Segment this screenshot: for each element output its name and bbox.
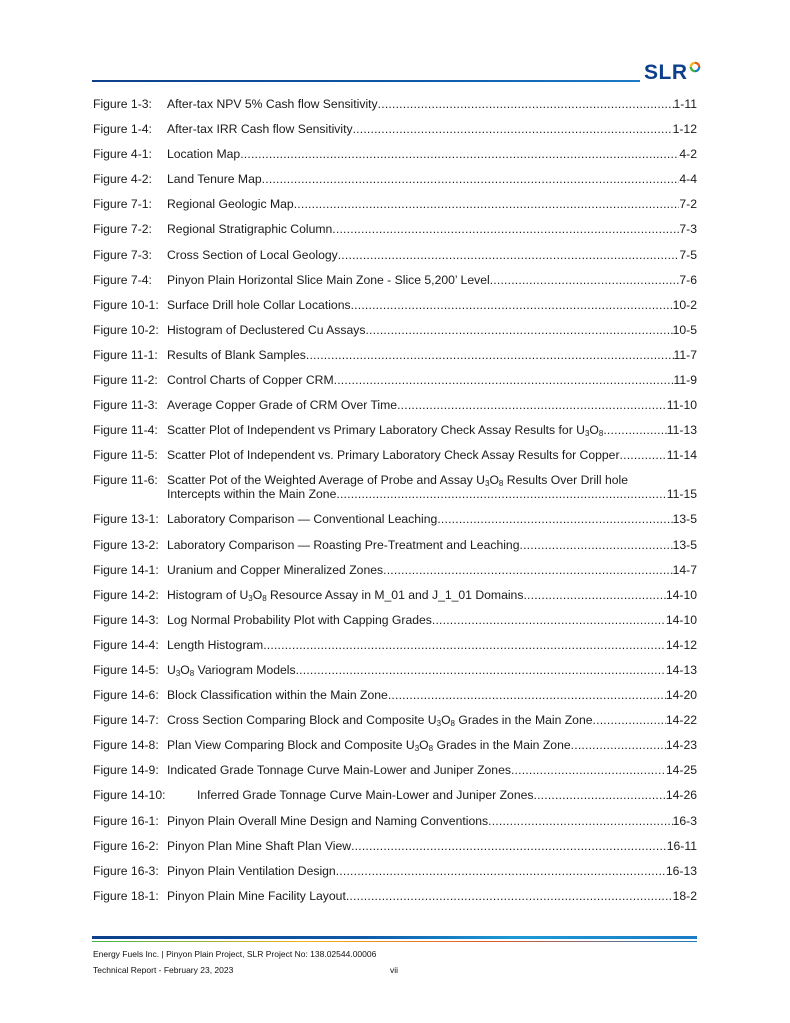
footer-project-line: Energy Fuels Inc. | Pinyon Plain Project, SLR Project No: 138.02544.00006 (93, 949, 377, 959)
page-reference: 4-2 (679, 147, 697, 162)
toc-entry[interactable] (93, 293, 697, 318)
toc-entry[interactable] (93, 393, 697, 418)
page-reference: 11-14 (666, 448, 697, 463)
page-reference: 7-5 (679, 247, 697, 262)
figure-title: Regional Stratigraphic Column (167, 222, 333, 237)
dot-leader (294, 192, 680, 217)
page-reference: 11-15 (666, 487, 697, 502)
figure-number: Figure 14-8: (93, 738, 159, 753)
toc-entry[interactable] (93, 468, 697, 507)
toc-entry[interactable] (93, 142, 697, 167)
page-reference: 14-12 (665, 637, 697, 652)
figure-title: Histogram of Declustered Cu Assays (167, 322, 366, 337)
figure-title: $U_3O_8$ Variogram Models (167, 662, 296, 678)
figure-title: Histogram of $U_3O_8$ Resource Assay in M_01 and J_1_01 Domains (167, 587, 524, 603)
page-reference: 14-7 (672, 562, 697, 577)
page-reference: 14-13 (665, 662, 697, 677)
toc-entry[interactable] (93, 368, 697, 393)
page-reference: 14-23 (665, 738, 697, 753)
toc-entry[interactable] (93, 507, 697, 532)
page-reference: 1-12 (672, 122, 697, 137)
page-reference: 14-22 (665, 713, 697, 728)
page-reference: 1-11 (673, 97, 697, 111)
toc-entry[interactable] (93, 884, 697, 909)
toc-entry[interactable] (93, 117, 697, 142)
dot-leader (523, 583, 665, 608)
dot-leader (593, 708, 666, 733)
figure-title: Block Classification within the Main Zone (167, 688, 388, 703)
figure-number: Figure 13-1: (93, 512, 159, 527)
page-reference: 13-5 (672, 537, 697, 552)
page-reference: 16-11 (666, 838, 697, 853)
page-reference: 4-4 (679, 172, 697, 187)
figure-title: Length Histogram (167, 637, 264, 652)
figure-title: Pinyon Plain Overall Mine Design and Naming Conventions (167, 813, 489, 828)
toc-entry[interactable] (93, 192, 697, 217)
dot-leader (388, 683, 666, 708)
page-reference: 7-2 (679, 197, 697, 212)
figure-number: Figure 16-3: (93, 863, 159, 878)
dot-leader (365, 318, 672, 343)
figure-title: Pinyon Plan Mine Shaft Plan View (167, 838, 352, 853)
figure-number: Figure 11-4: (93, 423, 158, 438)
figure-number: Figure 10-2: (93, 322, 159, 337)
toc-entry[interactable] (93, 243, 697, 268)
figure-number: Figure 14-10: (93, 788, 166, 803)
toc-entry[interactable] (93, 418, 697, 443)
page-reference: 14-20 (665, 688, 697, 703)
header-rule (92, 80, 640, 82)
footer-report-line (93, 965, 399, 975)
dot-leader (336, 482, 666, 507)
page-reference: 11-9 (673, 373, 697, 388)
dot-leader (296, 658, 666, 683)
toc-entry[interactable] (93, 443, 697, 468)
figure-title: Location Map (167, 147, 241, 162)
figure-title: Log Normal Probability Plot with Capping Grades (167, 612, 432, 627)
toc-entry[interactable] (93, 533, 697, 558)
figure-title: Uranium and Copper Mineralized Zones (167, 562, 384, 577)
figure-number: Figure 4-1: (93, 147, 152, 162)
figure-title: Inferred Grade Tonnage Curve Main-Lower and Juniper Zones (197, 788, 534, 803)
figure-number: Figure 14-7: (93, 713, 159, 728)
dot-leader (334, 368, 674, 393)
figure-number: Figure 7-3: (93, 247, 152, 262)
figure-number: Figure 14-6: (93, 688, 159, 703)
figure-number: Figure 11-2: (93, 373, 158, 388)
toc-entry[interactable] (93, 758, 697, 783)
footer-rule (92, 936, 697, 939)
dot-leader (351, 293, 673, 318)
figure-number: Figure 11-5: (93, 448, 158, 463)
figure-title: Surface Drill hole Collar Locations (167, 297, 351, 312)
dot-leader (332, 217, 679, 242)
figure-number: Figure 16-2: (93, 838, 159, 853)
logo-ring-icon (689, 61, 701, 73)
figure-title: After-tax NPV 5% Cash flow Sensitivity (167, 97, 378, 111)
figure-title: Cross Section Comparing Block and Composite $U_3O_8$ Grades in the Main Zone (167, 713, 593, 729)
logo-text: SLR (644, 61, 688, 84)
page-reference: 16-13 (665, 863, 697, 878)
page-reference: 7-3 (679, 222, 697, 237)
dot-leader (488, 809, 672, 834)
figure-number: Figure 14-9: (93, 763, 159, 778)
page-reference: 11-10 (666, 398, 697, 413)
page-reference: 13-5 (672, 512, 697, 527)
list-of-figures (93, 92, 697, 909)
figure-number: Figure 1-4: (93, 122, 152, 137)
figure-title: Cross Section of Local Geology (167, 247, 338, 262)
dot-leader (432, 608, 666, 633)
dot-leader (378, 92, 674, 117)
figure-title: Pinyon Plain Ventilation Design (167, 863, 336, 878)
figure-title: Land Tenure Map (167, 172, 262, 187)
dot-leader (620, 443, 667, 468)
dot-leader (383, 558, 672, 583)
dot-leader (240, 142, 679, 167)
toc-entry[interactable] (93, 683, 697, 708)
page-reference: 14-26 (665, 788, 697, 803)
figure-number: Figure 1-3: (93, 97, 152, 111)
page-reference: 18-2 (672, 888, 697, 903)
dot-leader (603, 418, 666, 443)
figure-title: Laboratory Comparison — Roasting Pre-Treatment and Leaching (167, 537, 520, 552)
figure-title: Pinyon Plain Horizontal Slice Main Zone - Slice 5,200’ Level (167, 272, 490, 287)
toc-entry[interactable] (93, 558, 697, 583)
figure-title: Scatter Plot of Independent vs. Primary Laboratory Check Assay Results for Copper (167, 448, 620, 463)
toc-entry[interactable] (93, 583, 697, 608)
figure-title-line1: Scatter Pot of the Weighted Average of Probe and Assay $U_3O_8$ Results Over Drill hole (167, 473, 628, 489)
dot-leader (353, 117, 673, 142)
toc-entry[interactable] (93, 268, 697, 293)
figure-number: Figure 11-3: (93, 398, 158, 413)
figure-title: Average Copper Grade of CRM Over Time (167, 398, 398, 413)
toc-entry[interactable] (93, 834, 697, 859)
dot-leader (571, 733, 666, 758)
figure-title: Scatter Plot of Independent vs Primary Laboratory Check Assay Results for $U_3O_8$ (167, 423, 604, 439)
page-reference: 7-6 (679, 272, 697, 287)
figure-number: Figure 16-1: (93, 813, 159, 828)
figure-number: Figure 18-1: (93, 888, 159, 903)
figure-title: Results of Blank Samples (167, 347, 306, 362)
figure-number: Figure 7-1: (93, 197, 152, 212)
dot-leader (511, 758, 666, 783)
figure-title: Pinyon Plain Mine Facility Layout (167, 888, 346, 903)
figure-title: Control Charts of Copper CRM (167, 373, 334, 388)
page-reference: 14-25 (665, 763, 697, 778)
figure-number: Figure 7-4: (93, 272, 152, 287)
toc-entry[interactable] (93, 608, 697, 633)
footer-page-number: vii (390, 965, 399, 975)
figure-title: Intercepts within the Main Zone (167, 487, 337, 502)
figure-title: Indicated Grade Tonnage Curve Main-Lower and Juniper Zones (167, 763, 511, 778)
figure-number: Figure 14-4: (93, 637, 159, 652)
slr-logo (644, 60, 701, 86)
page-reference: 11-7 (673, 347, 697, 362)
figure-title: Plan View Comparing Block and Composite $U_3O_8$ Grades in the Main Zone (167, 738, 571, 754)
figure-number: Figure 11-6: (93, 473, 158, 488)
toc-entry[interactable] (93, 658, 697, 683)
toc-entry[interactable] (93, 733, 697, 758)
dot-leader (490, 268, 680, 293)
figure-title: Laboratory Comparison — Conventional Leaching (167, 512, 438, 527)
figure-number: Figure 14-2: (93, 587, 159, 602)
figure-number: Figure 14-5: (93, 662, 159, 677)
page-reference: 10-2 (672, 297, 697, 312)
page-reference: 14-10 (665, 587, 697, 602)
figure-number: Figure 14-3: (93, 612, 159, 627)
toc-entry[interactable] (93, 167, 697, 192)
dot-leader (437, 507, 672, 532)
figure-number: Figure 14-1: (93, 562, 159, 577)
dot-leader (262, 167, 680, 192)
toc-entry[interactable] (93, 708, 697, 733)
figure-number: Figure 13-2: (93, 537, 159, 552)
dot-leader (533, 783, 665, 808)
figure-number: Figure 11-1: (93, 347, 158, 362)
dot-leader (520, 533, 673, 558)
page-reference: 14-10 (665, 612, 697, 627)
toc-entry[interactable] (93, 809, 697, 834)
toc-entry[interactable] (93, 633, 697, 658)
toc-entry[interactable] (93, 783, 697, 808)
footer-report-date: Technical Report - February 23, 2023 (93, 965, 234, 975)
figure-number: Figure 10-1: (93, 297, 159, 312)
dot-leader (336, 859, 666, 884)
dot-leader (338, 243, 680, 268)
dot-leader (306, 343, 674, 368)
page-reference: 10-5 (672, 322, 697, 337)
toc-entry[interactable] (93, 343, 697, 368)
footer-accent-rule (92, 941, 697, 942)
dot-leader (397, 393, 667, 418)
toc-entry[interactable] (93, 318, 697, 343)
dot-leader (263, 633, 666, 658)
figure-number: Figure 4-2: (93, 172, 152, 187)
dot-leader (351, 834, 667, 859)
figure-title: Regional Geologic Map (167, 197, 294, 212)
page-reference: 11-13 (666, 423, 697, 438)
toc-entry[interactable] (93, 217, 697, 242)
dot-leader (346, 884, 673, 909)
toc-entry[interactable] (93, 859, 697, 884)
figure-title: After-tax IRR Cash flow Sensitivity (167, 122, 353, 137)
figure-number: Figure 7-2: (93, 222, 152, 237)
toc-entry[interactable] (93, 92, 697, 117)
page-reference: 16-3 (672, 813, 697, 828)
